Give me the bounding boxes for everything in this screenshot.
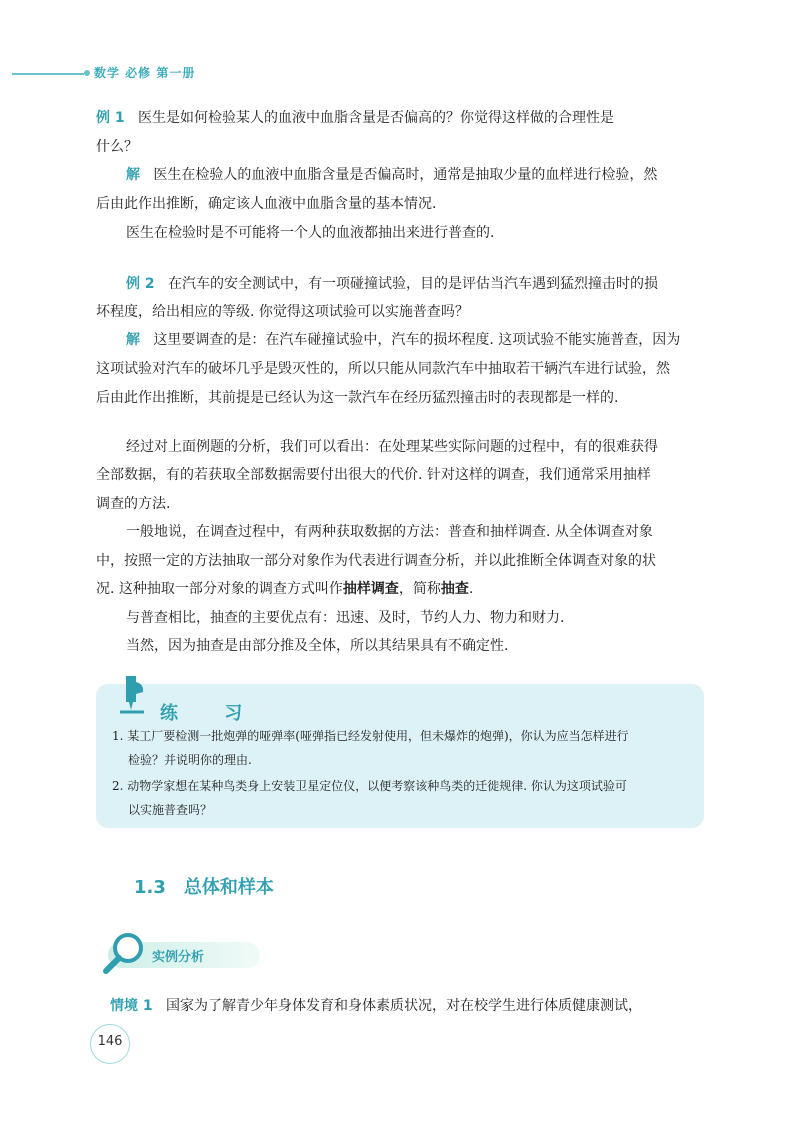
body-p2-line3 bbox=[96, 575, 706, 604]
scenario1-text: 国家为了解青少年身体发育和身体素质状况，对在校学生进行体质健康测试， bbox=[165, 998, 642, 1014]
body-p2-line3-pre: 况. 这种抽取一部分对象的调查方式叫作 bbox=[96, 581, 343, 597]
body-p2-line2: 中，按照一定的方法抽取一部分对象作为代表进行调查分析，并以此推断全体调查对象的状 bbox=[96, 553, 656, 569]
header-rule bbox=[12, 73, 84, 75]
body-p4: 当然，因为抽查是由部分推及全体，所以其结果具有不确定性. bbox=[126, 638, 509, 654]
body-p2-line1: 一般地说，在调查过程中，有两种获取数据的方法：普查和抽样调查. 从全体调查对象 bbox=[126, 524, 653, 540]
section-number: 1.3 bbox=[134, 877, 166, 898]
body-p1-line3: 调查的方法. bbox=[96, 496, 171, 512]
body-p1-line2: 全部数据，有的若获取全部数据需要付出很大的代价. 针对这样的调查，我们通常采用抽样 bbox=[96, 467, 651, 483]
example2-question-text: 在汽车的安全测试中，有一项碰撞试验，目的是评估当汽车遇到猛烈撞击时的损 bbox=[167, 276, 658, 292]
example2-solution-label: 解 bbox=[126, 332, 140, 348]
example2-solution-line3: 后由此作出推断，其前提是已经认为这一款汽车在经历猛烈撞击时的表现都是一样的. bbox=[96, 390, 619, 406]
example1-solution-line2: 后由此作出推断，确定该人血液中血脂含量的基本情况. bbox=[96, 196, 437, 212]
page-number: 146 bbox=[97, 1034, 123, 1049]
exercise-item1-line2: 检验？并说明你的理由. bbox=[128, 753, 252, 767]
body-p2-line3-end: . bbox=[468, 581, 474, 597]
exercise-item1-line1: 1. 某工厂要检测一批炮弹的哑弹率(哑弹指已经发射使用，但未爆炸的炮弹)，你认为应当怎样进行 bbox=[112, 729, 629, 743]
example1-solution-label: 解 bbox=[126, 167, 140, 183]
example2-question-line1 bbox=[96, 270, 706, 299]
section-title: 总体和样本 bbox=[183, 877, 274, 898]
exercise-item2-line1: 2. 动物学家想在某种鸟类身上安装卫星定位仪，以便考察该种鸟类的迁徙规律. 你认为这项试验可 bbox=[112, 779, 627, 793]
example2-solution-text: 这里要调查的是：在汽车碰撞试验中，汽车的损坏程度. 这项试验不能实施普查，因为 bbox=[153, 332, 681, 348]
example1-solution-text: 医生在检验人的血液中血脂含量是否偏高时，通常是抽取少量的血样进行检验，然 bbox=[153, 167, 658, 183]
example2-solution-line1 bbox=[96, 326, 706, 355]
scenario1-line bbox=[96, 992, 706, 1021]
header-dot bbox=[84, 70, 90, 76]
example1-solution-line1 bbox=[96, 161, 706, 190]
exercise-item2-line2: 以实施普查吗？ bbox=[128, 803, 213, 817]
example2-question-line2: 坏程度，给出相应的等级. 你觉得这项试验可以实施普查吗？ bbox=[96, 304, 469, 320]
example1-question-text: 医生是如何检验某人的血液中血脂含量是否偏高的？你觉得这样做的合理性是 bbox=[137, 110, 614, 126]
example2-label: 例 2 bbox=[126, 276, 155, 292]
running-header: 数学 必修 第一册 bbox=[94, 66, 196, 80]
example1-question-line2: 什么？ bbox=[96, 139, 138, 155]
scenario1-label: 情境 1 bbox=[110, 998, 153, 1014]
exercise-title: 练 习 bbox=[160, 703, 263, 724]
magnifier-icon bbox=[100, 928, 148, 976]
body-p2-line3-mid: ，简称 bbox=[398, 581, 441, 597]
section-heading bbox=[134, 873, 274, 899]
body-p3: 与普查相比，抽查的主要优点有：迅速、及时，节约人力、物力和财力. bbox=[126, 610, 565, 626]
body-p1-line1: 经过对上面例题的分析，我们可以看出：在处理某些实际问题的过程中，有的很难获得 bbox=[126, 439, 658, 455]
term-sampling-survey: 抽样调查 bbox=[342, 581, 399, 597]
example1-label: 例 1 bbox=[96, 110, 125, 126]
example1-solution-line3: 医生在检验时是不可能将一个人的血液都抽出来进行普查的. bbox=[126, 225, 495, 241]
case-analysis-title: 实例分析 bbox=[152, 950, 205, 965]
example1-question-line1 bbox=[96, 104, 706, 133]
pen-hand-icon bbox=[116, 672, 148, 716]
example2-solution-line2: 这项试验对汽车的破坏几乎是毁灭性的，所以只能从同款汽车中抽取若干辆汽车进行试验，然 bbox=[96, 361, 670, 377]
term-sampling-short: 抽查 bbox=[440, 581, 469, 597]
